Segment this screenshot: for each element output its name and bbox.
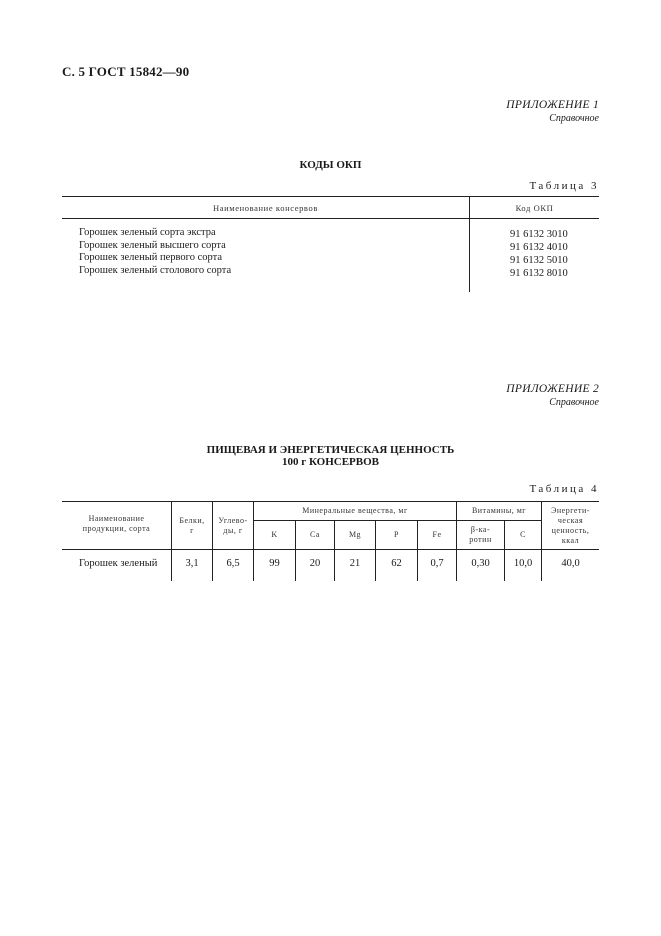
table-4-header-ca: Ca (310, 530, 320, 539)
table-row (510, 228, 568, 280)
table-3-header-name: Наименование консервов (213, 203, 318, 213)
table-4-header-energy (542, 506, 599, 546)
table-4 (62, 501, 599, 586)
table-row (79, 227, 231, 277)
page-header: С. 5 ГОСТ 15842—90 (62, 64, 190, 79)
section-2-title-line-2: 100 г КОНСЕРВОВ (281, 456, 380, 468)
section-2-title-line-1: ПИЩЕВАЯ И ЭНЕРГЕТИЧЕСКАЯ ЦЕННОСТЬ (206, 444, 455, 456)
table-4-value-beta-carotene: 0,30 (471, 558, 490, 569)
table-4-row-name: Горошек зеленый (79, 558, 158, 569)
header-carbs-line-2: ды, г (223, 526, 243, 535)
table-3-caption: Таблица 3 (529, 180, 599, 192)
table-4-header-minerals: Минеральные вещества, мг (302, 506, 408, 515)
appendix-1-title: ПРИЛОЖЕНИЕ 1 (506, 99, 599, 111)
table-4-value-protein: 3,1 (185, 558, 199, 569)
table-3-row-4-name: Горошек зеленый столового сорта (79, 264, 232, 276)
table-4-divider (171, 501, 172, 581)
appendix-2-subtitle: Справочное (549, 397, 599, 408)
header-energy-line-1: Энергети- (551, 506, 590, 515)
table-3 (62, 196, 599, 296)
table-4-header-protein (172, 516, 212, 536)
table-4-divider (212, 501, 213, 581)
table-4-value-p: 62 (391, 558, 402, 569)
header-name-line-2: продукции, сорта (82, 524, 151, 533)
header-carbs-line-1: Углево- (218, 516, 248, 525)
table-4-value-c: 10,0 (513, 558, 533, 569)
table-4-value-ca: 20 (309, 558, 321, 569)
table-3-row-3-code: 91 6132 5010 (510, 255, 568, 266)
header-beta-line-2: ротин (469, 535, 492, 544)
table-4-value-energy: 40,0 (561, 558, 580, 569)
header-beta-line-1: β-ка- (470, 525, 491, 534)
table-4-value-fe: 0,7 (430, 558, 444, 569)
appendix-1-subtitle: Справочное (549, 113, 599, 124)
table-4-header-fe: Fe (432, 530, 442, 539)
table-3-header-code: Код ОКП (515, 203, 554, 213)
table-4-header-rule (62, 549, 599, 550)
table-4-group-rule (253, 520, 541, 521)
table-4-header-p: P (394, 530, 399, 539)
table-3-row-3-name: Горошек зеленый первого сорта (79, 252, 222, 263)
table-3-row-1-name: Горошек зеленый сорта экстра (79, 227, 216, 238)
header-energy-line-3: ценность, (551, 526, 590, 535)
table-4-value-mg: 21 (349, 558, 361, 569)
table-4-header-k: K (271, 530, 278, 539)
table-4-value-carbs: 6,5 (226, 558, 240, 569)
appendix-2 (506, 383, 599, 409)
table-4-header-c: C (520, 530, 526, 539)
table-3-top-rule (62, 196, 599, 197)
header-protein-line-2: г (190, 526, 194, 535)
header-energy-line-4: ккал (561, 536, 580, 545)
table-3-header-rule (62, 218, 599, 219)
table-4-header-beta-carotene (457, 525, 504, 545)
table-3-row-2-code: 91 6132 4010 (510, 242, 568, 253)
table-3-row-1-code: 91 6132 3010 (510, 229, 568, 240)
table-4-header-mg: Mg (348, 530, 362, 539)
header-name-line-1: Наименование (88, 514, 145, 523)
table-4-header-vitamins: Витамины, мг (471, 506, 527, 515)
table-4-top-rule (62, 501, 599, 502)
appendix-1 (506, 99, 599, 125)
table-3-row-2-name: Горошек зеленый высшего сорта (79, 239, 226, 251)
section-1-title: КОДЫ ОКП (299, 159, 362, 171)
table-4-caption: Таблица 4 (529, 483, 599, 495)
header-protein-line-1: Белки, (179, 516, 205, 525)
table-3-row-4-code: 91 6132 8010 (510, 268, 568, 279)
appendix-2-title: ПРИЛОЖЕНИЕ 2 (506, 383, 599, 395)
table-4-header-name (62, 514, 171, 534)
header-energy-line-2: ческая (557, 516, 584, 525)
section-2-title (0, 444, 661, 468)
table-4-header-carbs (213, 516, 253, 536)
table-4-value-k: 99 (269, 558, 280, 569)
